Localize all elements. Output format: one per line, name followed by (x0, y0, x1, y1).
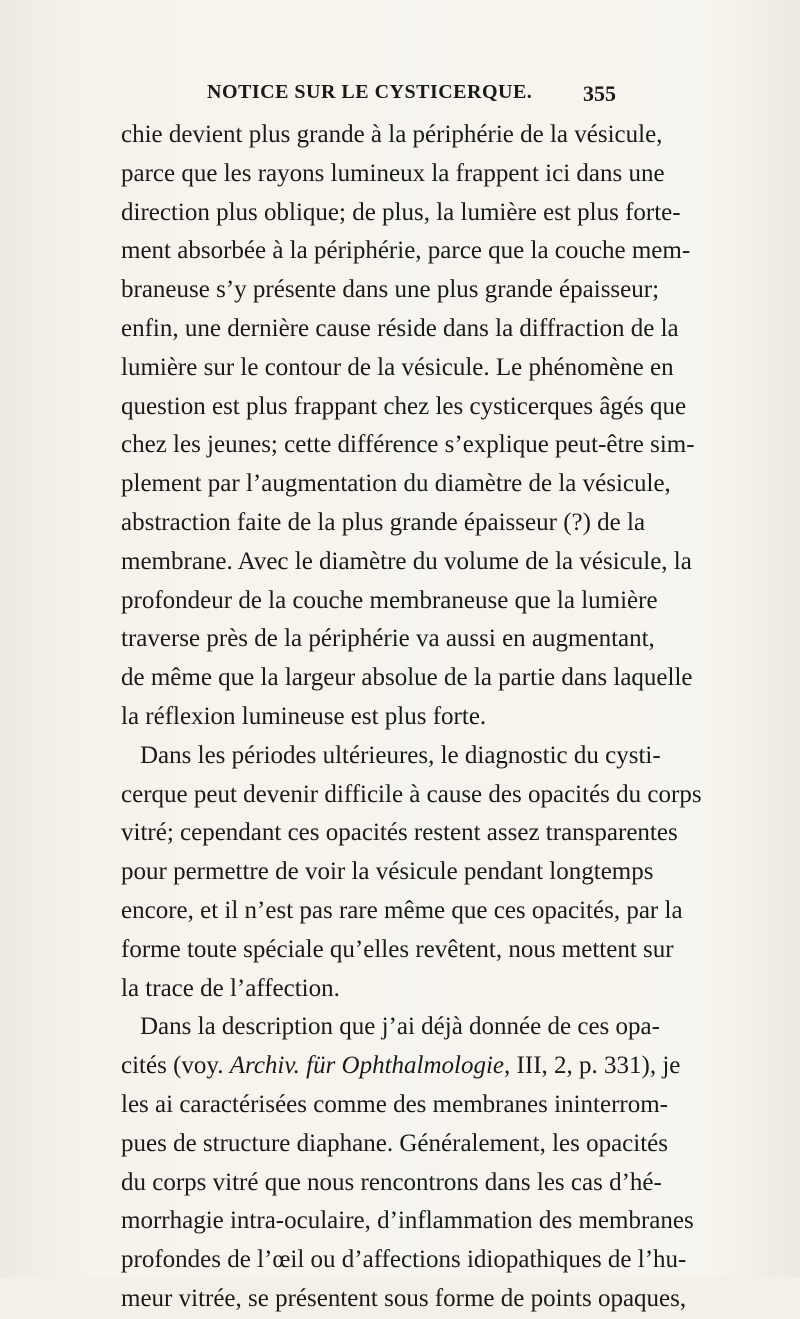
paragraph-end-line: la réflexion lumineuse est plus forte. (121, 702, 487, 730)
text-line: encore, et il n’est pas rare même que ces opacités, par la (121, 896, 683, 924)
text-line: vitré; cependant ces opacités restent assez transparentes (121, 819, 678, 847)
citation-line (121, 1047, 681, 1086)
citation-prefix: cités (voy. (121, 1052, 230, 1080)
text-line: parce que les rayons lumineux la frappent ici dans une (121, 159, 665, 187)
citation-suffix: , III, 2, p. 331), je (504, 1052, 681, 1080)
text-line: plement par l’augmentation du diamètre de la vésicule, (121, 470, 671, 498)
journal-title: Archiv. für Ophthalmologie (229, 1052, 505, 1080)
text-line: profondes de l’œil ou d’affections idiopathiques de l’hu- (121, 1246, 687, 1274)
text-line: de même que la largeur absolue de la partie dans laquelle (121, 664, 693, 692)
text-line: membrane. Avec le diamètre du volume de la vésicule, la (121, 547, 692, 575)
text-line: morrhagie intra-oculaire, d’inflammation des membranes (121, 1207, 694, 1235)
body-text (121, 116, 702, 1319)
text-line: enfin, une dernière cause réside dans la diffraction de la (121, 314, 679, 342)
paragraph-start-line: Dans la description que j’ai déjà donnée de ces opa- (140, 1013, 660, 1041)
text-line: les ai caractérisées comme des membranes ininterrom- (121, 1090, 668, 1118)
paragraph-start-line: Dans les périodes ultérieures, le diagnostic du cysti- (140, 741, 661, 769)
page-header (0, 81, 800, 111)
text-line: chez les jeunes; cette différence s’explique peut-être sim- (121, 431, 695, 459)
text-line: cerque peut devenir difficile à cause des opacités du corps (121, 780, 702, 808)
text-line: du corps vitré que nous rencontrons dans les cas d’hé- (121, 1168, 662, 1196)
text-line: braneuse s’y présente dans une plus grande épaisseur; (121, 276, 660, 304)
text-line: meur vitrée, se présentent sous forme de points opaques, (121, 1284, 687, 1312)
text-line: chie devient plus grande à la périphérie de la vésicule, (121, 121, 663, 148)
text-line: pour permettre de voir la vésicule pendant longtemps (121, 858, 654, 886)
text-line: profondeur de la couche membraneuse que la lumière (121, 586, 658, 614)
text-line: abstraction faite de la plus grande épaisseur (?) de la (121, 508, 646, 536)
running-title: NOTICE SUR LE CYSTICERQUE. (207, 81, 533, 103)
text-line: lumière sur le contour de la vésicule. Le phénomène en (121, 353, 674, 381)
page-number: 355 (583, 81, 616, 106)
paragraph-end-line: la trace de l’affection. (121, 974, 340, 1002)
text-line: question est plus frappant chez les cysticerques âgés que (121, 392, 687, 420)
text-line: forme toute spéciale qu’elles revêtent, nous mettent sur (121, 935, 674, 963)
text-line: direction plus oblique; de plus, la lumière est plus forte- (121, 198, 681, 226)
text-line: traverse près de la périphérie va aussi en augmentant, (121, 625, 655, 653)
text-line: ment absorbée à la périphérie, parce que la couche mem- (121, 237, 691, 265)
text-line: pues de structure diaphane. Généralement, les opacités (121, 1129, 668, 1157)
